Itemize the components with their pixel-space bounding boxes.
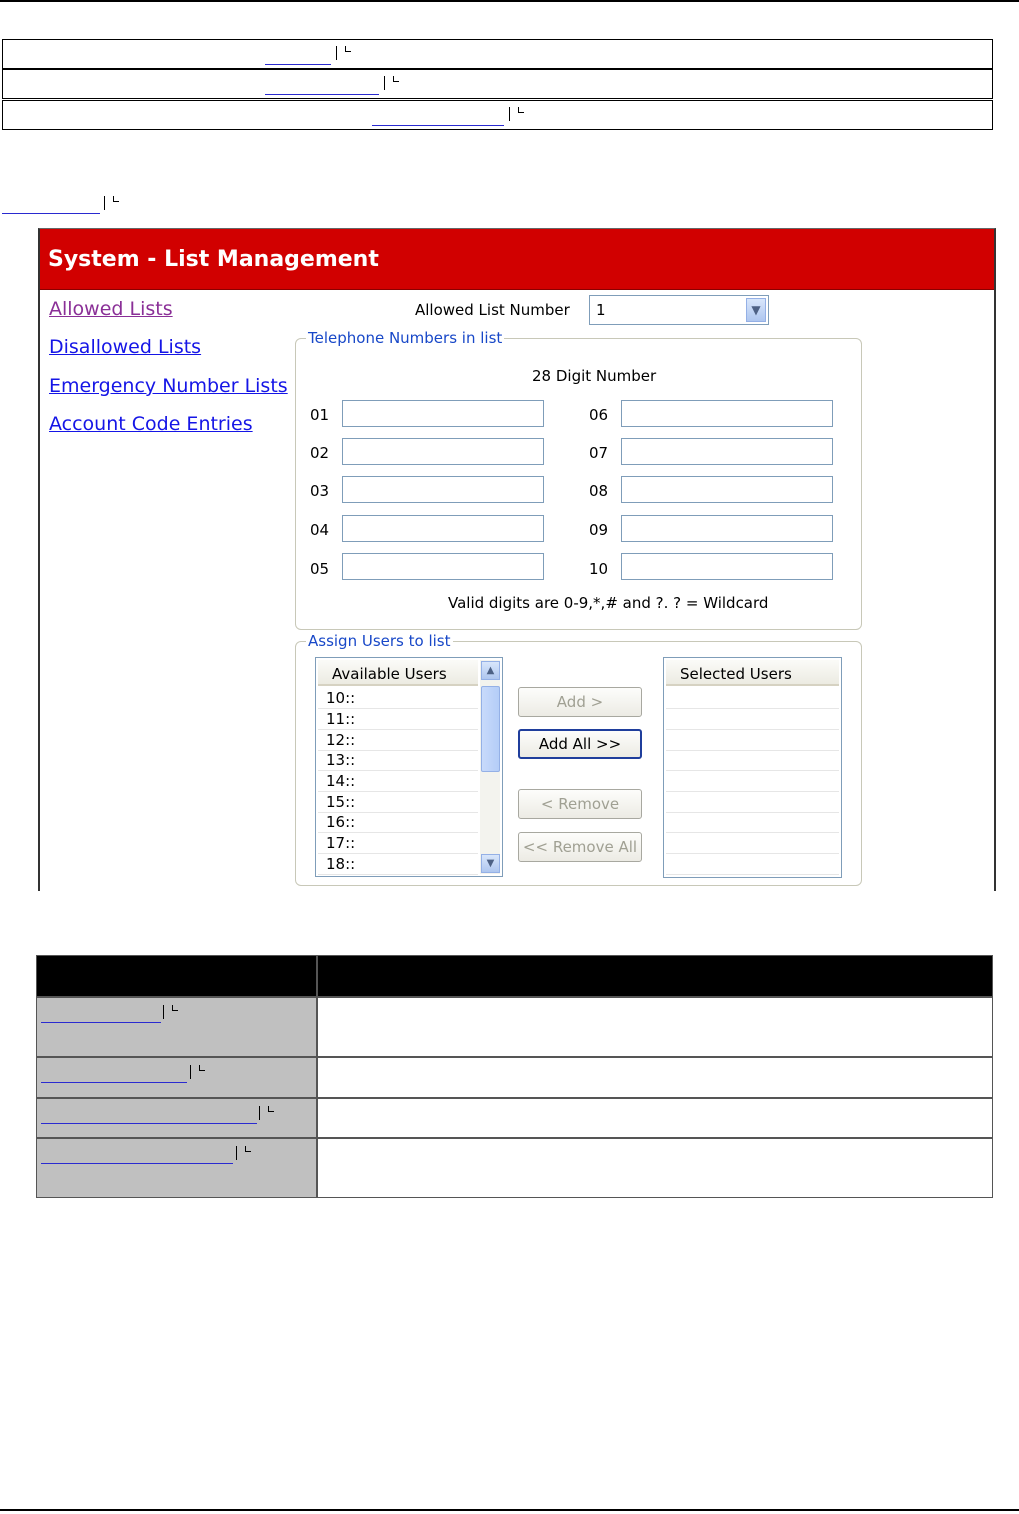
top-table-row-3	[2, 100, 993, 130]
list-management-screenshot	[38, 228, 996, 891]
table-row-description	[317, 1057, 993, 1098]
table-row-description	[317, 1138, 993, 1198]
top-table-row-2	[2, 69, 993, 99]
number-input-06[interactable]	[621, 400, 833, 427]
number-label-02: 02	[310, 444, 330, 462]
allowed-list-number-label: Allowed List Number	[415, 301, 570, 319]
telephone-group-label: Telephone Numbers in list	[308, 329, 503, 347]
table-row	[36, 1138, 317, 1198]
row-3-link[interactable]	[41, 1110, 257, 1124]
digit-number-header: 28 Digit Number	[532, 367, 657, 385]
number-input-03[interactable]	[342, 476, 544, 503]
chevron-down-icon[interactable]: ▼	[746, 298, 766, 322]
page-ref-icon	[509, 107, 529, 121]
list-item[interactable]: 18::	[318, 854, 478, 875]
list-item[interactable]	[666, 792, 839, 813]
list-item[interactable]	[666, 833, 839, 854]
available-users-scrollbar[interactable]	[480, 660, 500, 874]
number-input-07[interactable]	[621, 438, 833, 465]
nav-emergency-number-lists[interactable]: Emergency Number Lists	[49, 375, 288, 397]
page-ref-icon	[190, 1065, 210, 1079]
table-row	[36, 1057, 317, 1098]
bottom-rule	[0, 1509, 1019, 1511]
number-label-09: 09	[589, 521, 609, 539]
row-1-link[interactable]	[41, 1009, 161, 1023]
available-users-header: Available Users	[318, 660, 478, 686]
allowed-list-select[interactable]	[589, 295, 769, 325]
table-header-right	[317, 955, 993, 997]
remove-button[interactable]: < Remove	[518, 789, 642, 819]
number-label-05: 05	[310, 560, 330, 578]
list-item[interactable]	[666, 750, 839, 771]
scroll-thumb[interactable]	[481, 686, 500, 772]
number-input-10[interactable]	[621, 553, 833, 580]
list-item[interactable]: 10::	[318, 688, 478, 709]
scroll-up-icon[interactable]: ▲	[481, 661, 500, 680]
table-row	[36, 997, 317, 1057]
add-button[interactable]: Add >	[518, 687, 642, 717]
allowed-list-value: 1	[596, 301, 606, 319]
number-input-09[interactable]	[621, 515, 833, 542]
selected-users-list[interactable]	[663, 657, 842, 878]
list-item[interactable]: 15::	[318, 792, 478, 813]
remove-all-button[interactable]: << Remove All	[518, 832, 642, 862]
settings-table	[36, 955, 993, 1198]
number-label-06: 06	[589, 406, 609, 424]
top-row-2-link[interactable]	[265, 78, 379, 95]
add-all-button[interactable]: Add All >>	[518, 729, 642, 759]
table-row-description	[317, 997, 993, 1057]
nav-allowed-lists[interactable]: Allowed Lists	[49, 298, 173, 320]
number-label-07: 07	[589, 444, 609, 462]
top-row-3-link[interactable]	[372, 109, 504, 126]
table-header-left	[36, 955, 317, 997]
number-input-08[interactable]	[621, 476, 833, 503]
number-label-04: 04	[310, 521, 330, 539]
list-item[interactable]	[666, 854, 839, 875]
row-2-link[interactable]	[41, 1069, 187, 1083]
row-4-link[interactable]	[41, 1150, 233, 1164]
number-input-02[interactable]	[342, 438, 544, 465]
page-ref-icon	[336, 46, 356, 60]
valid-digits-note: Valid digits are 0-9,*,# and ?. ? = Wildcard	[448, 594, 769, 612]
number-label-08: 08	[589, 482, 609, 500]
page-ref-icon	[104, 196, 124, 210]
list-item[interactable]: 11::	[318, 709, 478, 730]
page-ref-icon	[163, 1005, 183, 1019]
number-label-10: 10	[589, 560, 609, 578]
page-ref-icon	[236, 1146, 256, 1160]
page-ref-icon	[384, 76, 404, 90]
assign-group-label: Assign Users to list	[308, 632, 451, 650]
list-item[interactable]	[666, 709, 839, 730]
section-link[interactable]	[2, 197, 100, 214]
list-item[interactable]	[666, 812, 839, 833]
top-table-row-1	[2, 39, 993, 69]
list-item[interactable]: 12::	[318, 730, 478, 751]
list-item[interactable]: 16::	[318, 812, 478, 833]
nav-account-code-entries[interactable]: Account Code Entries	[49, 413, 253, 435]
nav-disallowed-lists[interactable]: Disallowed Lists	[49, 336, 202, 358]
list-item[interactable]	[666, 730, 839, 751]
screen-title: System - List Management	[48, 247, 379, 272]
scroll-down-icon[interactable]: ▼	[481, 854, 500, 873]
list-item[interactable]	[666, 688, 839, 709]
number-input-04[interactable]	[342, 515, 544, 542]
list-item[interactable]	[666, 771, 839, 792]
list-item[interactable]: 14::	[318, 771, 478, 792]
number-label-03: 03	[310, 482, 330, 500]
table-row-description	[317, 1098, 993, 1138]
number-input-05[interactable]	[342, 553, 544, 580]
available-users-list[interactable]	[315, 657, 503, 877]
number-label-01: 01	[310, 406, 330, 424]
list-item[interactable]: 13::	[318, 750, 478, 771]
page-ref-icon	[259, 1106, 279, 1120]
table-row	[36, 1098, 317, 1138]
selected-users-header: Selected Users	[666, 660, 839, 686]
number-input-01[interactable]	[342, 400, 544, 427]
top-row-1-link[interactable]	[265, 48, 331, 65]
list-item[interactable]: 17::	[318, 833, 478, 854]
top-rule	[0, 0, 1019, 2]
screen-header	[40, 229, 994, 290]
